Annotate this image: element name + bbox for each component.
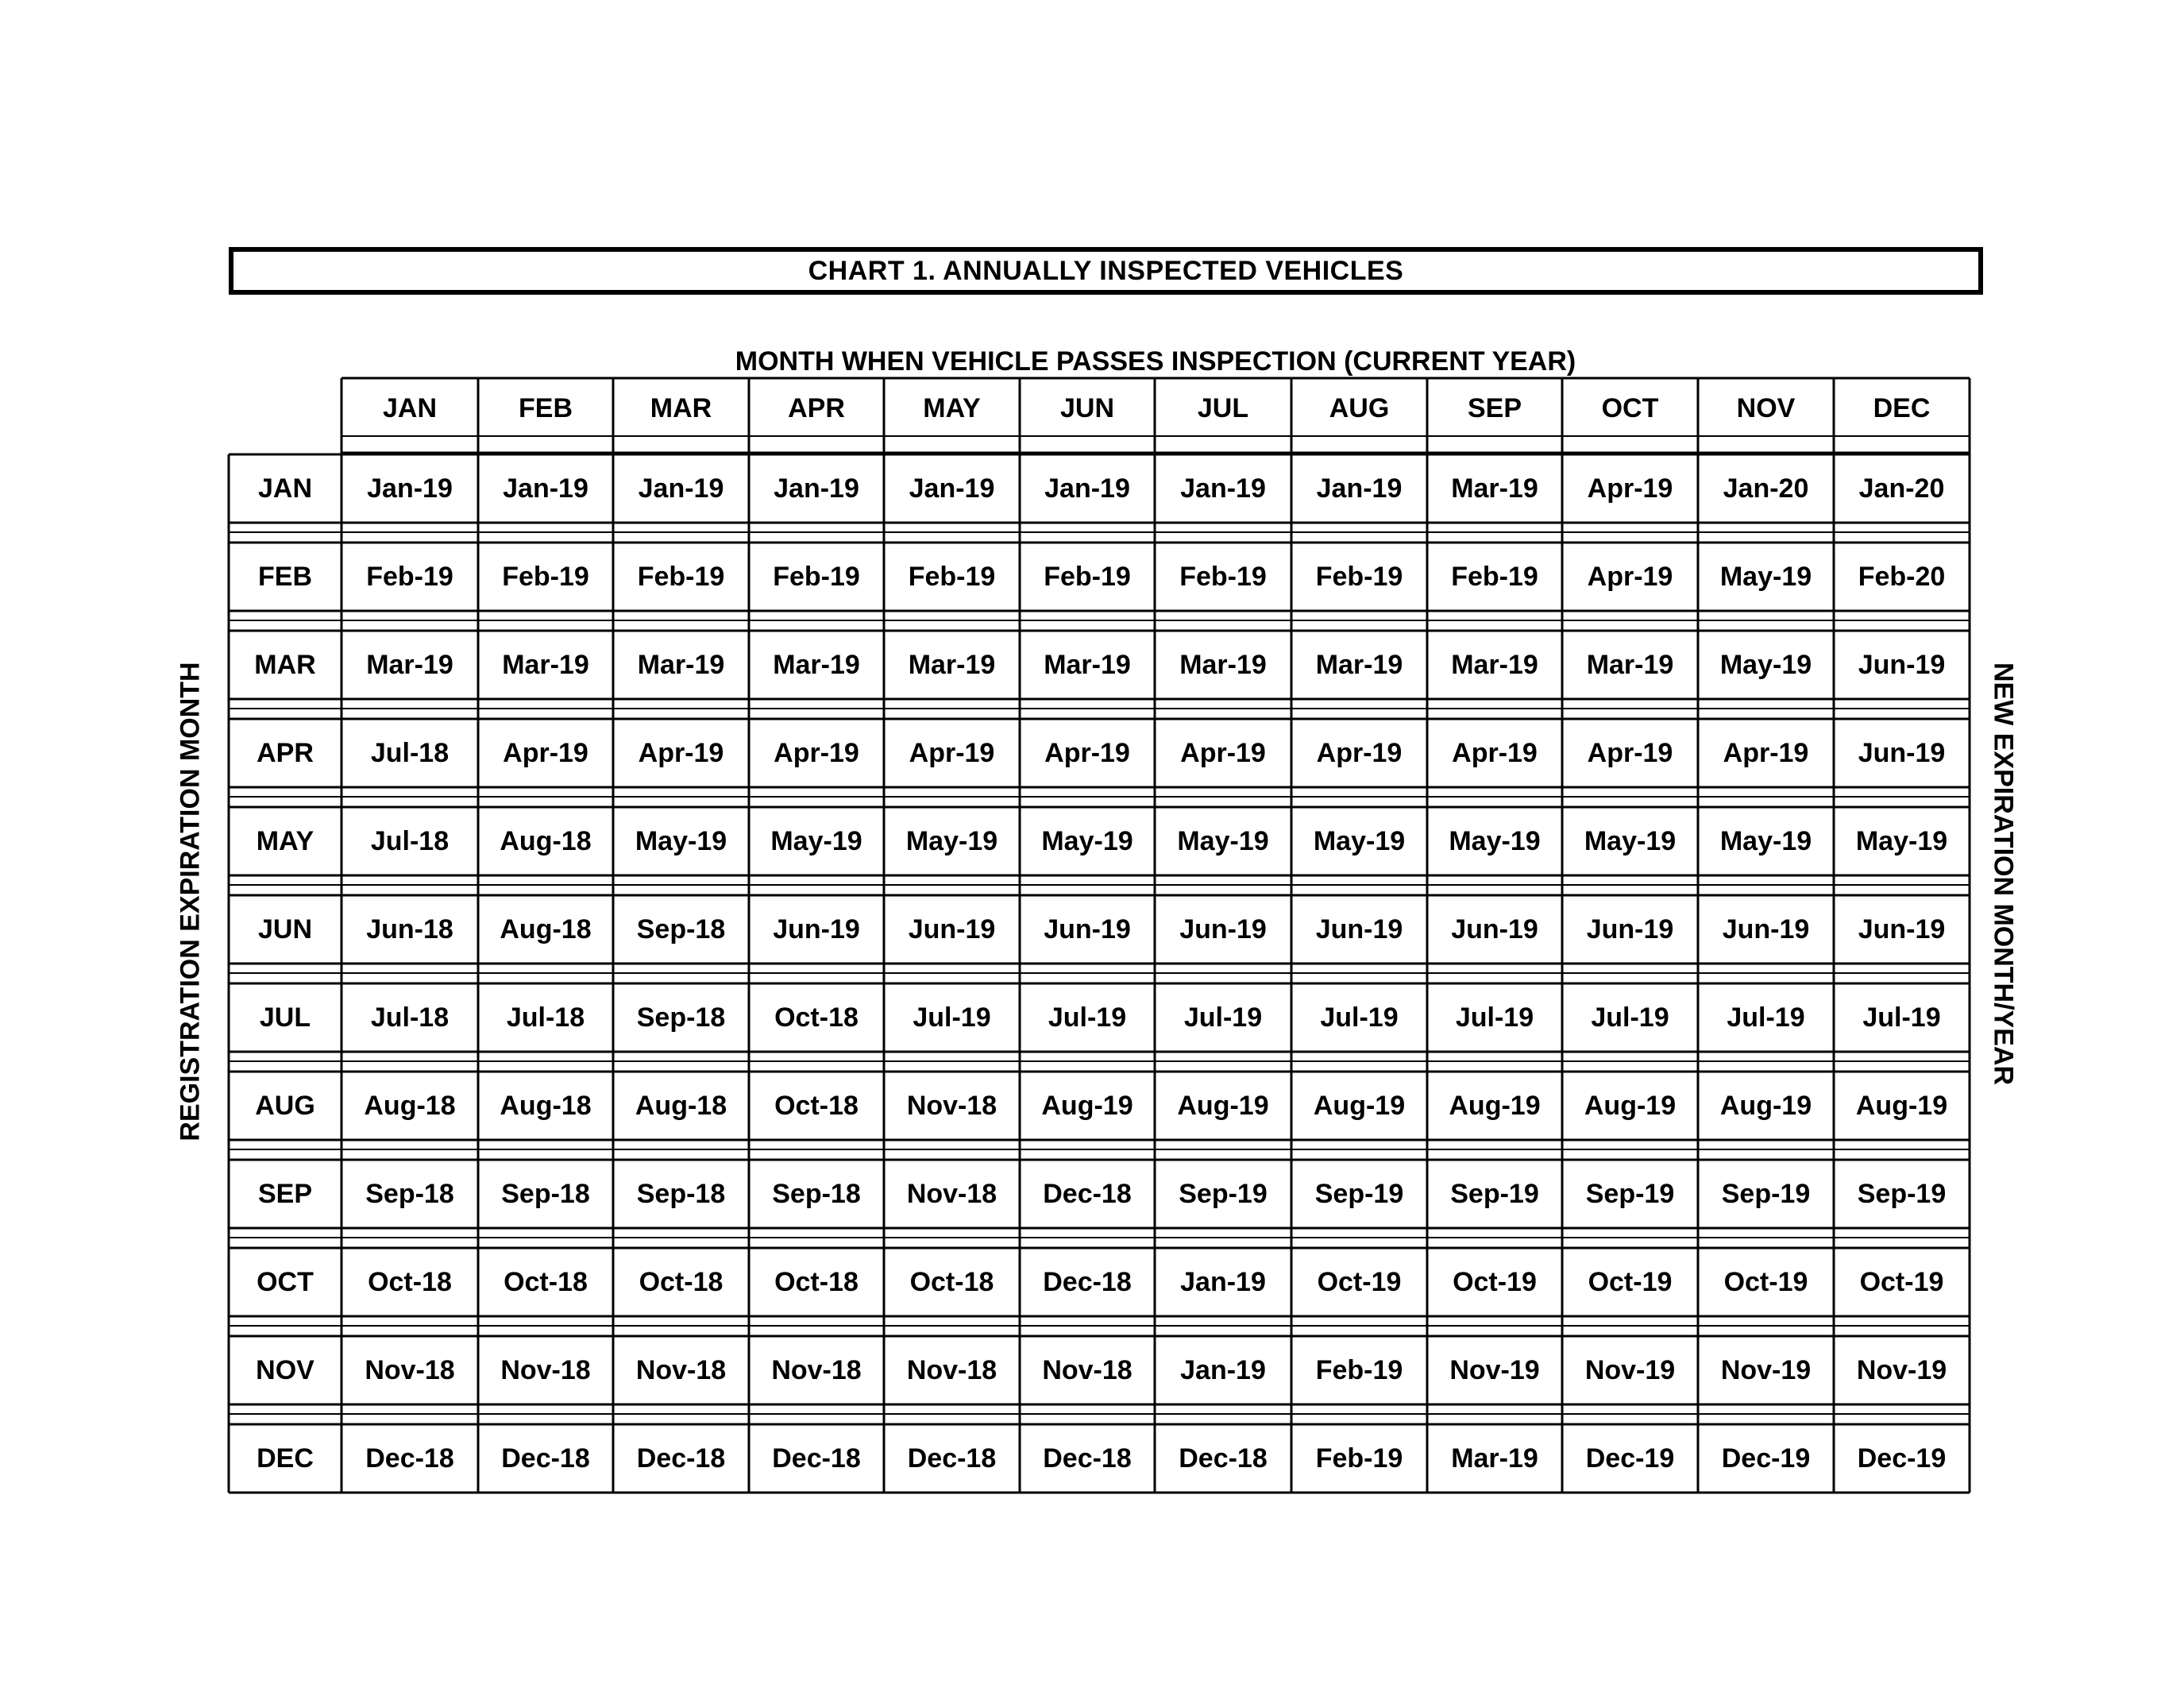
table-cell: Dec-18 <box>1043 1179 1132 1209</box>
row-header: MAY <box>256 826 314 856</box>
chart-title: CHART 1. ANNUALLY INSPECTED VEHICLES <box>229 247 1983 295</box>
table-cell: Mar-19 <box>1315 650 1403 680</box>
row-header: SEP <box>257 1179 313 1209</box>
table-cell: Jul-19 <box>1591 1002 1669 1033</box>
table-cell: Mar-19 <box>1451 473 1538 504</box>
table-cell: Aug-19 <box>1313 1091 1406 1121</box>
table-cell: Mar-19 <box>908 650 996 680</box>
table-cell: Oct-19 <box>1723 1267 1808 1297</box>
table-cell: Sep-19 <box>1857 1179 1947 1209</box>
table-cell: Feb-19 <box>1315 1443 1403 1474</box>
table-cell: Aug-18 <box>635 1091 727 1121</box>
table-cell: May-19 <box>1449 826 1541 856</box>
table-cell: May-19 <box>905 826 998 856</box>
table-cell: May-19 <box>1719 826 1812 856</box>
table-cell: May-19 <box>1719 650 1812 680</box>
table-cell: Nov-18 <box>906 1091 997 1121</box>
table-cell: Apr-19 <box>1723 738 1809 768</box>
table-cell: Nov-19 <box>1584 1355 1676 1385</box>
table-cell: Dec-18 <box>365 1443 454 1474</box>
column-header: AUG <box>1329 393 1390 423</box>
table-cell: Nov-18 <box>1042 1355 1133 1385</box>
table-cell: Mar-19 <box>1451 650 1538 680</box>
table-cell: Apr-19 <box>1587 738 1673 768</box>
column-header: MAY <box>923 393 981 423</box>
table-cell: Nov-18 <box>500 1355 591 1385</box>
table-cell: May-19 <box>1719 562 1812 592</box>
column-header: JAN <box>382 393 438 423</box>
table-cell: Jun-19 <box>1044 914 1131 944</box>
table-cell: Apr-19 <box>774 738 859 768</box>
table-cell: Feb-19 <box>1179 562 1267 592</box>
table-cell: Feb-20 <box>1858 562 1946 592</box>
table-cell: Feb-19 <box>502 562 589 592</box>
table-cell: Jul-19 <box>1183 1002 1263 1033</box>
row-header: APR <box>257 738 314 768</box>
table-cell: Jun-19 <box>908 914 996 944</box>
table-cell: Jul-18 <box>506 1002 585 1033</box>
table-cell: Nov-18 <box>906 1355 997 1385</box>
table-cell: Jan-19 <box>1316 473 1403 504</box>
table-cell: Feb-19 <box>1315 562 1403 592</box>
row-header: JUN <box>257 914 313 944</box>
table-cell: Feb-19 <box>908 562 996 592</box>
table-cell: Aug-19 <box>1855 1091 1948 1121</box>
table-cell: Jul-19 <box>1455 1002 1534 1033</box>
table-cell: Apr-19 <box>1452 738 1538 768</box>
table-cell: Jan-19 <box>1180 1355 1266 1385</box>
table-cell: Jul-19 <box>913 1002 991 1033</box>
table-cell: Sep-18 <box>501 1179 590 1209</box>
table-cell: Jul-18 <box>370 1002 450 1033</box>
row-header: DEC <box>257 1443 314 1474</box>
column-header: MAR <box>650 393 712 423</box>
table-cell: Mar-19 <box>1451 1443 1538 1474</box>
table-cell: May-19 <box>1584 826 1677 856</box>
table-cell: Jan-19 <box>1180 1267 1266 1297</box>
table-cell: Sep-18 <box>636 1002 726 1033</box>
table-cell: Jan-19 <box>1180 473 1266 504</box>
table-cell: Jul-19 <box>1727 1002 1805 1033</box>
table-cell: Feb-19 <box>366 562 453 592</box>
table-cell: Oct-18 <box>774 1267 859 1297</box>
table-cell: Jan-19 <box>638 473 724 504</box>
row-header: NOV <box>256 1355 314 1385</box>
table-cell: May-19 <box>1313 826 1406 856</box>
table-cell: Aug-18 <box>500 1091 592 1121</box>
column-header: APR <box>788 393 845 423</box>
table-cell: Sep-18 <box>365 1179 454 1209</box>
column-header: JUN <box>1059 393 1115 423</box>
table-cell: Mar-19 <box>1044 650 1131 680</box>
table-cell: Apr-19 <box>503 738 588 768</box>
table-cell: Nov-18 <box>906 1179 997 1209</box>
row-header: AUG <box>255 1091 315 1121</box>
table-cell: Oct-18 <box>774 1002 859 1033</box>
column-header: NOV <box>1736 393 1796 423</box>
table-cell: Sep-19 <box>1314 1179 1404 1209</box>
table-cell: Dec-19 <box>1585 1443 1675 1474</box>
table-cell: Dec-19 <box>1721 1443 1811 1474</box>
table-cell: Apr-19 <box>909 738 995 768</box>
table-cell: Jun-18 <box>366 914 453 944</box>
table-cell: Dec-19 <box>1857 1443 1947 1474</box>
table-cell: Jan-19 <box>774 473 859 504</box>
table-cell: Jul-18 <box>370 826 450 856</box>
table-cell: Dec-18 <box>772 1443 861 1474</box>
table-cell: Mar-19 <box>773 650 860 680</box>
table-cell: Sep-19 <box>1585 1179 1675 1209</box>
table-cell: Apr-19 <box>1044 738 1130 768</box>
table-cell: Dec-18 <box>1043 1267 1132 1297</box>
table-cell: Apr-19 <box>1587 562 1673 592</box>
table-cell: Sep-19 <box>1450 1179 1539 1209</box>
table-cell: Jun-19 <box>1451 914 1538 944</box>
table-cell: Oct-18 <box>909 1267 994 1297</box>
table-cell: Jun-19 <box>1858 650 1946 680</box>
table-cell: Oct-18 <box>368 1267 452 1297</box>
row-header: MAR <box>254 650 316 680</box>
row-header: JUL <box>259 1002 311 1033</box>
right-axis-label: NEW EXPIRATION MONTH/YEAR <box>1988 662 2019 1086</box>
table-cell: Jan-20 <box>1723 473 1809 504</box>
table-cell: Apr-19 <box>1180 738 1266 768</box>
table-cell: Oct-18 <box>504 1267 588 1297</box>
table-cell: Aug-19 <box>1177 1091 1269 1121</box>
column-header: OCT <box>1601 393 1659 423</box>
table-cell: Jun-19 <box>1586 914 1674 944</box>
column-axis-label: MONTH WHEN VEHICLE PASSES INSPECTION (CURRENT YEAR) <box>735 346 1576 377</box>
row-header: OCT <box>257 1267 314 1297</box>
table-cell: Dec-18 <box>636 1443 726 1474</box>
table-cell: Mar-19 <box>1586 650 1674 680</box>
table-cell: Jan-19 <box>1044 473 1130 504</box>
table-cell: May-19 <box>1041 826 1133 856</box>
table-cell: Jun-19 <box>1315 914 1403 944</box>
table-cell: Sep-18 <box>772 1179 861 1209</box>
table-cell: Mar-19 <box>366 650 453 680</box>
table-cell: Oct-19 <box>1588 1267 1673 1297</box>
table-cell: Jul-19 <box>1862 1002 1941 1033</box>
table-cell: Jan-19 <box>503 473 588 504</box>
table-cell: Aug-19 <box>1449 1091 1541 1121</box>
table-cell: Sep-19 <box>1179 1179 1268 1209</box>
table-cell: Oct-18 <box>774 1091 859 1121</box>
table-cell: Nov-19 <box>1720 1355 1812 1385</box>
table-cell: Mar-19 <box>1179 650 1267 680</box>
table-cell: Mar-19 <box>502 650 589 680</box>
table-cell: Jul-19 <box>1048 1002 1127 1033</box>
table-cell: Nov-18 <box>365 1355 455 1385</box>
table-cell: Feb-19 <box>773 562 860 592</box>
table-cell: Apr-19 <box>1316 738 1403 768</box>
column-header: FEB <box>519 393 573 423</box>
table-cell: Jul-18 <box>370 738 450 768</box>
table-cell: May-19 <box>1855 826 1948 856</box>
table-cell: Apr-19 <box>1587 473 1673 504</box>
table-cell: Dec-18 <box>1043 1443 1132 1474</box>
table-cell: Feb-19 <box>1044 562 1131 592</box>
table-cell: Apr-19 <box>638 738 724 768</box>
table-cell: Feb-19 <box>1315 1355 1403 1385</box>
row-header: FEB <box>258 562 312 592</box>
table-cell: Jun-19 <box>1722 914 1810 944</box>
table-cell: Nov-19 <box>1449 1355 1540 1385</box>
table-cell: Dec-18 <box>1179 1443 1268 1474</box>
table-cell: Sep-18 <box>636 914 726 944</box>
table-cell: May-19 <box>770 826 862 856</box>
table-cell: Aug-19 <box>1041 1091 1133 1121</box>
row-axis-label: REGISTRATION EXPIRATION MONTH <box>175 662 206 1141</box>
table-cell: Feb-19 <box>1451 562 1538 592</box>
table-cell: May-19 <box>1177 826 1269 856</box>
table-cell: Jan-19 <box>909 473 995 504</box>
table-cell: Aug-19 <box>1719 1091 1812 1121</box>
table-cell: Jun-19 <box>1858 914 1946 944</box>
column-header: JUL <box>1197 393 1249 423</box>
table-cell: Aug-18 <box>500 826 592 856</box>
table-cell: Sep-19 <box>1721 1179 1811 1209</box>
table-cell: Jun-19 <box>1858 738 1946 768</box>
table-cell: Nov-18 <box>771 1355 862 1385</box>
column-header: SEP <box>1467 393 1522 423</box>
table-cell: Aug-18 <box>364 1091 456 1121</box>
column-header: DEC <box>1873 393 1931 423</box>
table-cell: Jun-19 <box>773 914 860 944</box>
table-cell: Aug-18 <box>500 914 592 944</box>
table-cell: Oct-19 <box>1453 1267 1537 1297</box>
table-cell: Jul-19 <box>1320 1002 1399 1033</box>
table-cell: Jan-20 <box>1858 473 1945 504</box>
table-cell: Jan-19 <box>367 473 453 504</box>
table-cell: Oct-19 <box>1859 1267 1944 1297</box>
table-cell: Mar-19 <box>637 650 725 680</box>
table-cell: Nov-18 <box>635 1355 727 1385</box>
table-cell: Oct-18 <box>639 1267 723 1297</box>
table-cell: Oct-19 <box>1317 1267 1402 1297</box>
table-cell: May-19 <box>635 826 727 856</box>
table-cell: Sep-18 <box>636 1179 726 1209</box>
table-cell: Nov-19 <box>1856 1355 1947 1385</box>
table-cell: Dec-18 <box>907 1443 997 1474</box>
row-header: JAN <box>257 473 313 504</box>
table-cell: Aug-19 <box>1584 1091 1677 1121</box>
table-cell: Dec-18 <box>501 1443 590 1474</box>
table-cell: Jun-19 <box>1179 914 1267 944</box>
table-cell: Feb-19 <box>637 562 725 592</box>
